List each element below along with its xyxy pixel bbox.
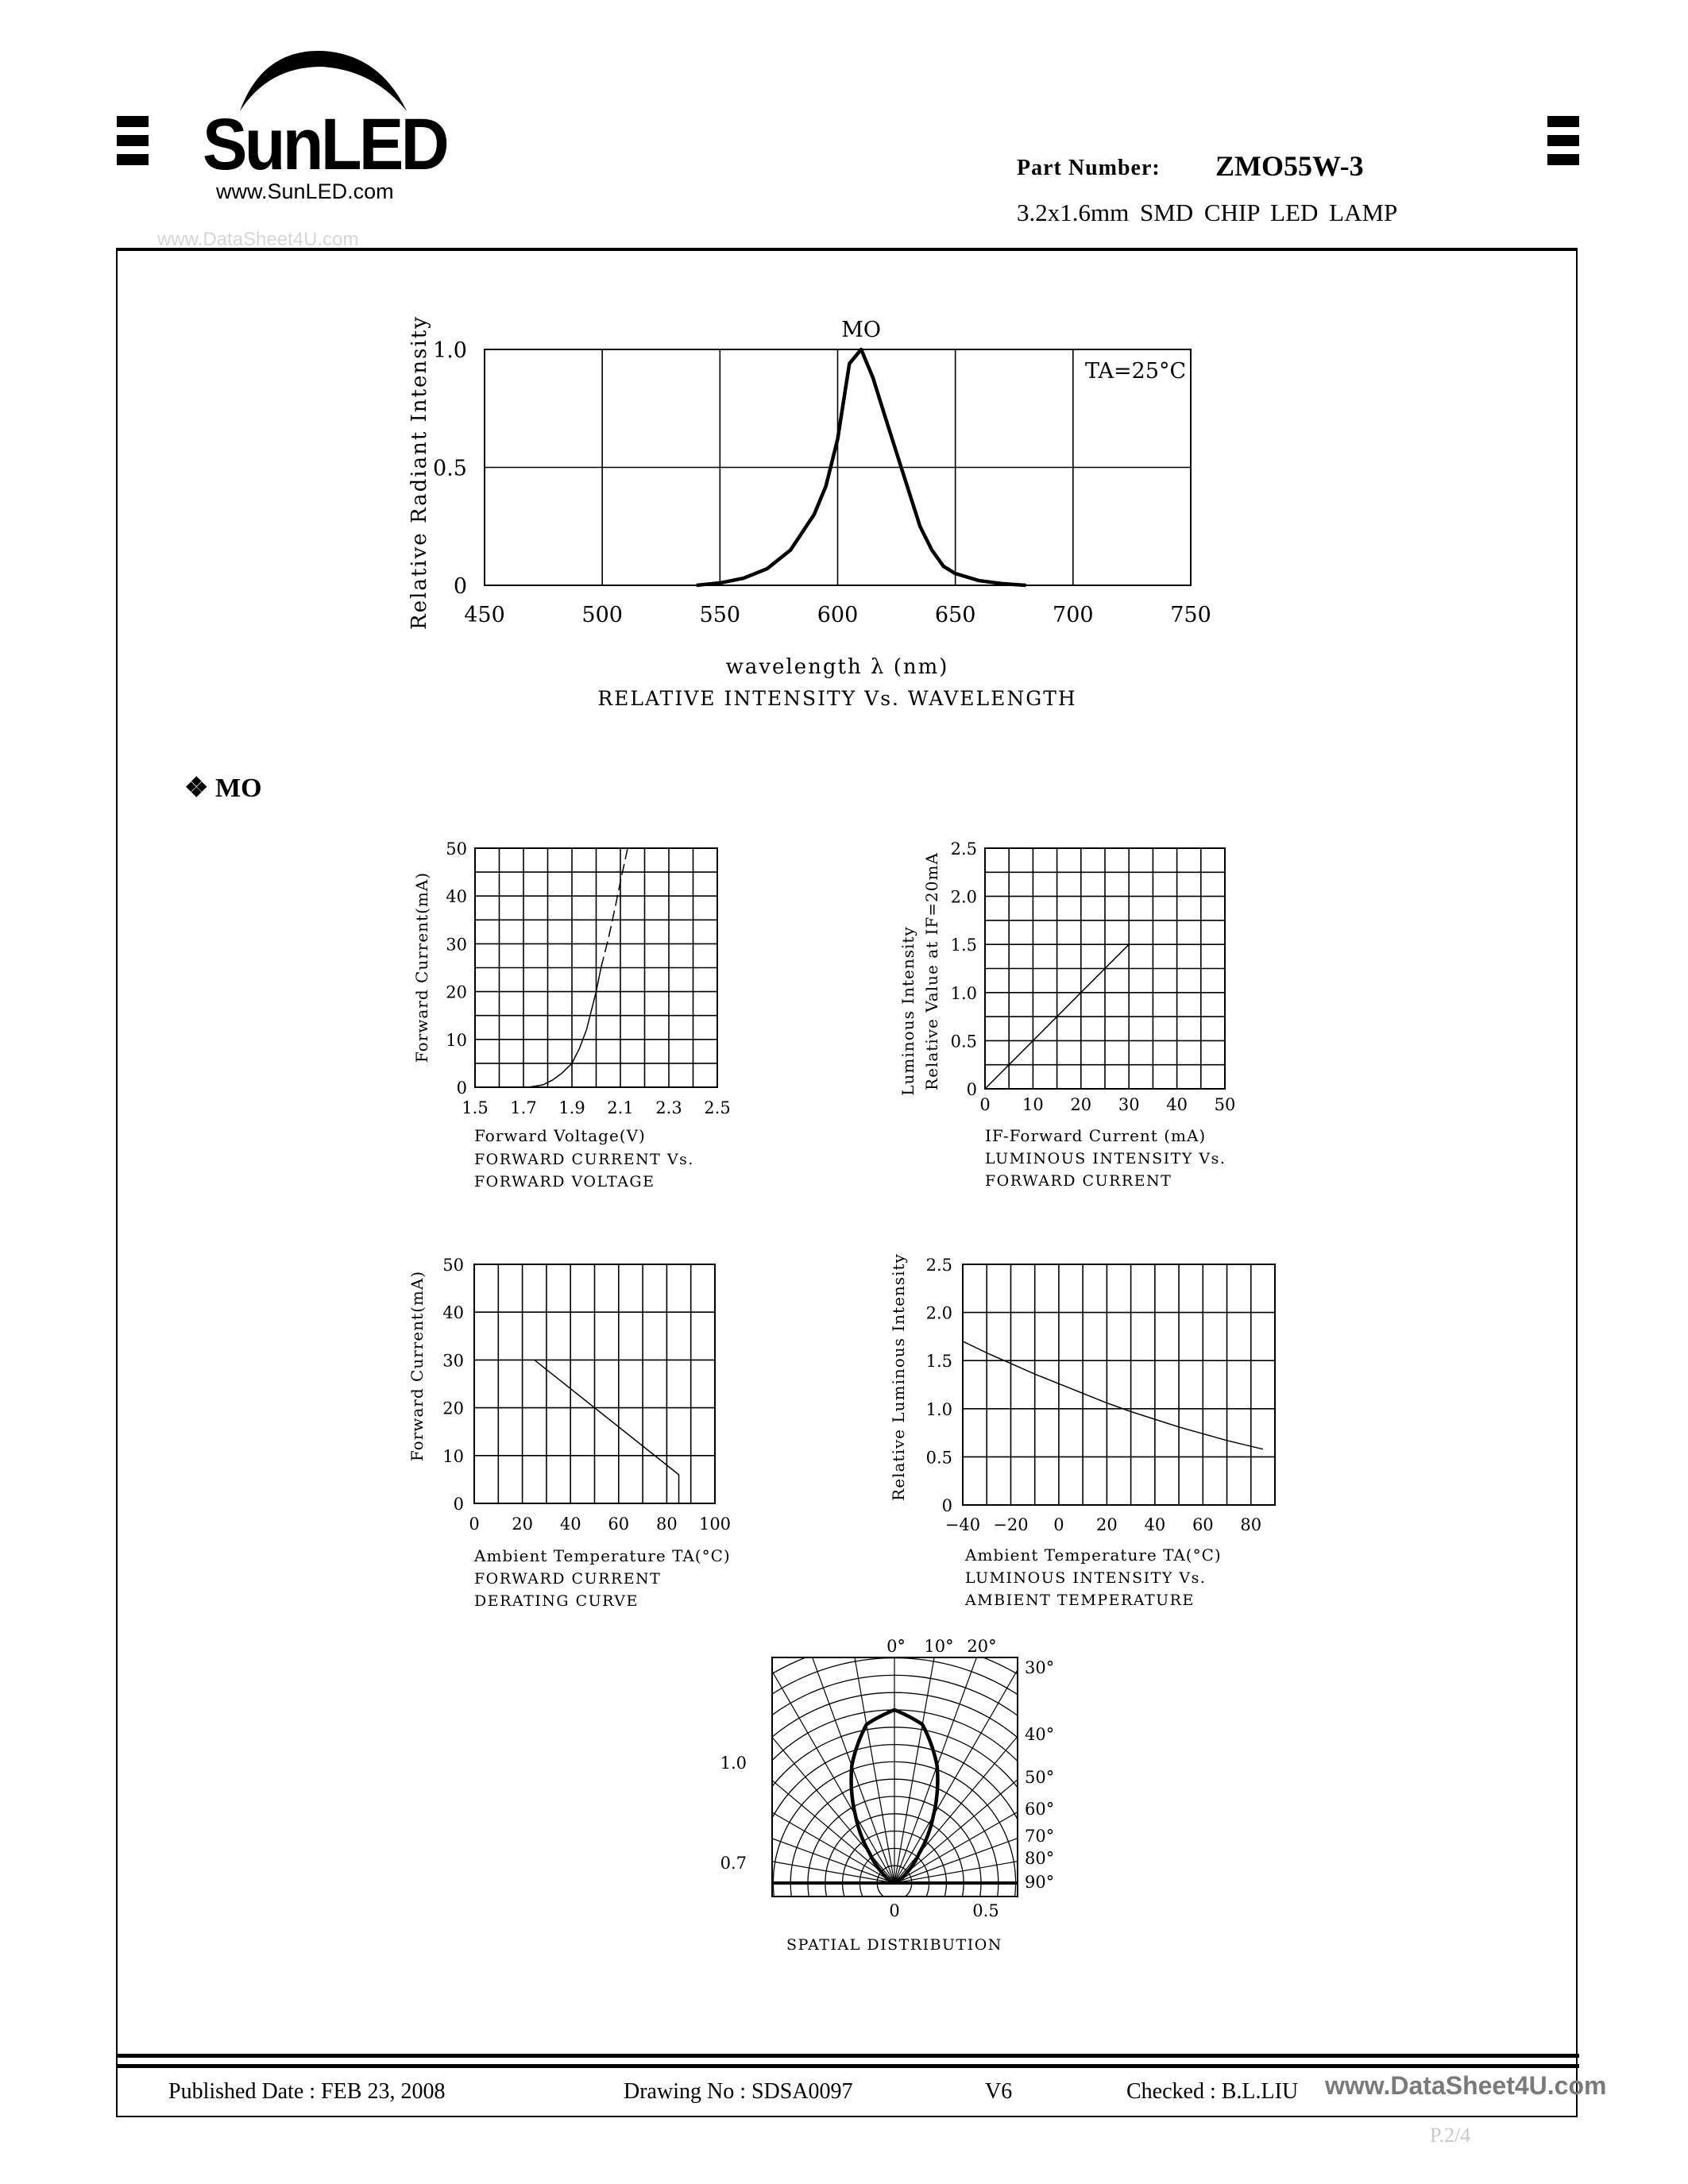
y-tick-label: 0: [456, 1078, 467, 1098]
chart-caption: FORWARD CURRENT Vs.: [474, 1151, 694, 1168]
temperature-annotation: TA=25°C: [1085, 359, 1187, 384]
lum-vs-temp-chart: [889, 1253, 1275, 1609]
x-tick-label: 0: [469, 1515, 480, 1534]
angle-label: 90°: [1025, 1873, 1055, 1892]
x-tick-label: 0: [1053, 1515, 1064, 1534]
chart-caption: DERATING CURVE: [474, 1592, 639, 1610]
x-tick-label: 40: [1166, 1095, 1188, 1114]
chart-caption: FORWARD VOLTAGE: [474, 1173, 655, 1190]
polar-grid-radial: [529, 1576, 894, 1883]
published-date: Published Date : FEB 23, 2008: [168, 2079, 446, 2104]
page-number: P.2/4: [1430, 2124, 1471, 2147]
y-tick-label: 20: [446, 982, 467, 1002]
product-description: 3.2x1.6mm SMD CHIP LED LAMP: [1017, 199, 1398, 226]
derating-chart: [408, 1256, 731, 1610]
y-tick-label: 1.0: [433, 338, 467, 363]
angle-label: 10°: [924, 1637, 954, 1656]
x-tick-label: 1.5: [462, 1098, 489, 1117]
x-tick-label: 30: [1118, 1095, 1140, 1114]
y-tick-label: 1.5: [950, 936, 977, 955]
x-axis-label: IF-Forward Current (mA): [985, 1126, 1207, 1145]
spectrum-chart: [408, 315, 1211, 710]
diamond-bullet-icon: ❖: [184, 774, 209, 803]
y-tick-label: 2.5: [950, 839, 977, 859]
polar-grid-radial: [894, 1800, 1364, 1883]
angle-label: 80°: [1025, 1849, 1055, 1868]
x-tick-label: 750: [1170, 603, 1211, 627]
x-tick-label: 500: [581, 603, 623, 627]
intensity-label: 0.7: [720, 1854, 747, 1873]
y-tick-label: 1.5: [925, 1352, 952, 1372]
x-axis-label: wavelength λ (nm): [725, 655, 949, 679]
polar-grid-radial: [425, 1800, 894, 1883]
x-tick-label: 550: [699, 603, 741, 627]
angle-label: 50°: [1025, 1768, 1055, 1787]
polar-grid-radial: [481, 1645, 894, 1883]
plot-frame: [963, 1264, 1275, 1505]
y-tick-label: 50: [442, 1256, 464, 1275]
x-tick-label: 0: [979, 1095, 991, 1114]
angle-label: 20°: [967, 1637, 997, 1656]
part-number-label: Part Number:: [1017, 156, 1161, 180]
footer-watermark-link[interactable]: www.DataSheet4U.com: [1325, 2071, 1607, 2100]
drawing-number: Drawing No : SDSA0097: [624, 2079, 853, 2104]
chart-caption: AMBIENT TEMPERATURE: [965, 1592, 1195, 1609]
x-tick-label: 2.3: [655, 1098, 682, 1117]
y-tick-label: 0: [941, 1496, 952, 1515]
logo-text: SunLED: [203, 104, 447, 185]
y-axis-label: Forward Current(mA): [408, 1270, 427, 1462]
x-tick-label: 40: [1144, 1515, 1166, 1534]
x-tick-label: 20: [1096, 1515, 1118, 1534]
x-tick-label: 80: [1240, 1515, 1262, 1534]
polar-grid-radial: [446, 1720, 894, 1883]
x-axis-label: Ambient Temperature TA(°C): [474, 1546, 731, 1565]
chart-caption: FORWARD CURRENT: [985, 1172, 1172, 1190]
x-tick-label: 650: [934, 603, 976, 627]
y-tick-label: 10: [446, 1030, 467, 1050]
angle-label: 60°: [1025, 1800, 1055, 1819]
y-tick-label: 1.0: [950, 983, 977, 1003]
y-tick-label: 2.5: [925, 1256, 952, 1275]
data-series-line: [963, 1341, 1263, 1449]
x-tick-label: 1.9: [558, 1098, 585, 1117]
x-tick-label: 450: [464, 603, 505, 627]
y-axis-label: Relative Value at IF=20mA: [922, 852, 941, 1090]
iv-chart: [412, 839, 731, 1190]
x-axis-label: Forward Voltage(V): [474, 1126, 646, 1145]
polar-grid-radial: [894, 1720, 1342, 1883]
x-tick-label: 600: [817, 603, 859, 627]
series-label: MO: [841, 318, 882, 342]
data-series-line: [528, 968, 601, 1088]
x-tick-label: 60: [608, 1515, 630, 1534]
y-tick-label: 1.0: [925, 1399, 952, 1419]
y-tick-label: 2.0: [950, 887, 977, 907]
y-tick-label: 0.5: [925, 1448, 952, 1468]
y-tick-label: 0.5: [950, 1032, 977, 1051]
part-number: ZMO55W-3: [1215, 150, 1364, 182]
angle-label: 40°: [1025, 1725, 1055, 1744]
y-tick-label: 40: [446, 887, 467, 907]
y-axis-label: Luminous Intensity: [898, 926, 917, 1096]
x-tick-label: 50: [1214, 1095, 1236, 1114]
y-axis-label: Forward Current(mA): [412, 871, 431, 1063]
y-tick-label: 30: [446, 935, 467, 955]
y-tick-label: 40: [442, 1303, 464, 1323]
data-series-line-dashed: [601, 848, 628, 968]
x-tick-label: 80: [656, 1515, 678, 1534]
y-axis-label: Relative Luminous Intensity: [889, 1253, 908, 1501]
version: V6: [985, 2079, 1013, 2104]
x-tick-label: 10: [1022, 1095, 1044, 1114]
y-tick-label: 0: [453, 1495, 464, 1514]
website-link[interactable]: www.SunLED.com: [216, 179, 394, 203]
scale-label: 0.5: [972, 1901, 999, 1920]
x-tick-label: 1.7: [510, 1098, 537, 1117]
y-tick-label: 0.5: [433, 456, 467, 481]
x-tick-label: 60: [1192, 1515, 1214, 1534]
polar-grid-radial: [894, 1576, 1260, 1883]
lum-vs-if-chart: [898, 839, 1235, 1190]
chart-title: RELATIVE INTENSITY Vs. WAVELENGTH: [597, 687, 1077, 710]
angle-label: 30°: [1025, 1658, 1055, 1677]
data-series-line: [535, 1360, 679, 1503]
polar-grid-radial: [894, 1645, 1308, 1883]
x-tick-label: 700: [1053, 603, 1094, 627]
y-tick-label: 10: [442, 1446, 464, 1466]
x-tick-label: 2.5: [704, 1098, 731, 1117]
x-tick-label: 40: [559, 1515, 581, 1534]
section-label: MO: [214, 774, 262, 803]
y-axis-label: Relative Radiant Intensity: [408, 315, 431, 630]
chart-caption: FORWARD CURRENT: [474, 1570, 662, 1588]
x-tick-label: −40: [944, 1515, 981, 1534]
y-tick-label: 50: [446, 839, 467, 859]
x-tick-label: 20: [1070, 1095, 1092, 1114]
x-axis-label: Ambient Temperature TA(°C): [965, 1545, 1222, 1565]
chart-caption: LUMINOUS INTENSITY Vs.: [965, 1569, 1207, 1587]
chart-caption: LUMINOUS INTENSITY Vs.: [985, 1150, 1226, 1167]
x-tick-label: 20: [512, 1515, 533, 1534]
y-tick-label: 0: [453, 574, 467, 599]
angle-label: 70°: [1025, 1827, 1055, 1846]
x-tick-label: 100: [698, 1515, 732, 1534]
x-tick-label: 2.1: [607, 1098, 634, 1117]
checked-by: Checked : B.L.LIU: [1126, 2079, 1299, 2104]
y-tick-label: 0: [966, 1080, 977, 1099]
intensity-label: 1.0: [720, 1754, 747, 1773]
scale-label: 0: [889, 1901, 900, 1920]
polar-grid-radial: [656, 1470, 894, 1883]
angle-label: 0°: [886, 1637, 906, 1656]
chart-title: SPATIAL DISTRIBUTION: [786, 1936, 1002, 1954]
y-tick-label: 30: [442, 1351, 464, 1371]
y-tick-label: 20: [442, 1399, 464, 1418]
y-tick-label: 2.0: [925, 1303, 952, 1323]
x-tick-label: −20: [993, 1515, 1029, 1534]
watermark: www.DataSheet4U.com: [157, 229, 359, 250]
